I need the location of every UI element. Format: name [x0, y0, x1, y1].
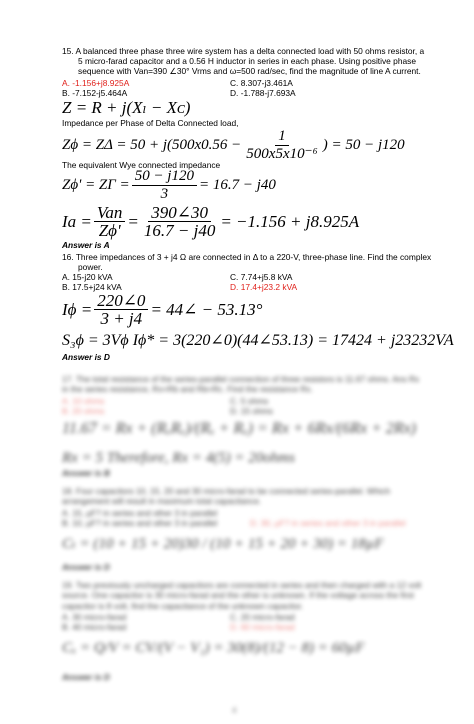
- q15-choice-d: D. -1.788-j7.693A: [230, 88, 296, 98]
- q16-eq1-denominator: 3 + j4: [100, 309, 143, 328]
- q17-text: 17. The total resistance of the series-parallel connection of three resistors is 11.67 ohms. Ans Rx in the series resistance, Rx=Rb and Rb=Rc. Find the resistance Rx.: [62, 374, 420, 395]
- q15-eq2-fraction: [243, 128, 320, 163]
- q16-text-line2: power.: [78, 262, 103, 272]
- q15-eq2-rhs: ) = 50 − j120: [322, 137, 405, 153]
- q15-eq3-fraction: [132, 168, 197, 203]
- q16-eq-phase-current: [62, 292, 262, 327]
- q17-choice-d: D. 15 ohms: [230, 406, 273, 416]
- q16-choice-c: C. 7.74+j5.8 kVA: [230, 272, 293, 282]
- q19-eq-unknown-capacitance: Cₓ = Q/V = CV/(V − V₁) = 30(8)/(12 − 8) = 60µF: [62, 640, 365, 656]
- q19-choice-c: C. 20 micro-farad: [230, 612, 295, 622]
- q15-text-line1: 15. A balanced three phase three wire system has a delta connected load with 50 ohms resistor, a: [62, 46, 425, 56]
- q15-eq4-equals: =: [127, 211, 139, 231]
- q15-eq4-denominator2: 16.7 − j40: [143, 221, 216, 240]
- q16-answer: Answer is D: [62, 352, 110, 362]
- q15-eq3-numerator: 50 − j120: [132, 168, 197, 186]
- q15-label-wye: The equivalent Wye connected impedance: [62, 160, 221, 170]
- q16-eq1-lhs: Iϕ =: [62, 299, 93, 319]
- q17-choice-a: A. 10 ohms: [62, 396, 105, 406]
- q19-choice-d: D. 60 micro-farad: [230, 622, 295, 632]
- q15-eq4-denominator1: Zϕ': [98, 221, 121, 240]
- q15-eq4-numerator2: 390∠30: [148, 204, 211, 222]
- q18-choice-d: D. 30, µF? in series and other 3 in parallel: [250, 518, 406, 528]
- q19-choice-b: B. 40 micro-farad: [62, 622, 127, 632]
- q15-eq4-rhs: = −1.156 + j8.925A: [220, 211, 360, 231]
- q17-answer: Answer is B: [62, 468, 110, 478]
- page-number: 4: [232, 706, 237, 715]
- q19-text: 19. Two previously uncharged capacitors are connected in series and then charged with a 12 volt source. One capacitor is 30 micro-farad and the other is unknown. If the voltage across the first capacitor is 8 volt, find the capacitance of the unknown capacitor.: [62, 580, 422, 611]
- q16-choice-b: B. 17.5+j24 kVA: [62, 282, 122, 292]
- q15-eq-line-current: [62, 204, 359, 239]
- q15-eq2-numerator: 1: [275, 128, 289, 146]
- q15-eq3-lhs: Zϕ' = ZΓ =: [62, 177, 130, 193]
- q15-text-line2: 5 micro-farad capacitor and a 0.56 H inductor in series in each phase. Using positive phase: [78, 56, 416, 66]
- q15-eq4-fraction2: [141, 204, 218, 239]
- q17-choice-b: B. 20 ohms: [62, 406, 105, 416]
- q15-choice-c: C. 8.307-j3.461A: [230, 78, 293, 88]
- q15-label-impedance: Impedance per Phase of Delta Connected load,: [62, 118, 239, 128]
- q17-eq-result: Rx = 5 Therefore, Rx = 4(5) = 20ohms: [62, 450, 295, 466]
- q18-answer: Answer is D: [62, 562, 110, 572]
- q15-eq4-numerator1: Van: [94, 204, 126, 222]
- q15-eq3-denominator: 3: [160, 186, 169, 202]
- q18-text: 18. Four capacitors 10, 15, 20 and 30 micro-farad to be connected series-parallel. Which arrangement will result in maximum total capacitance.: [62, 486, 391, 507]
- q18-choice-a: A. 15, µF? in series and other 3 in parallel: [62, 508, 218, 518]
- q15-answer: Answer is A: [62, 240, 110, 250]
- q15-eq-impedance: Z = R + j(Xₗ − Xᴄ): [62, 98, 191, 117]
- q15-eq-wye-impedance: [62, 168, 276, 203]
- q15-choice-b: B. -7.152-j5.464A: [62, 88, 128, 98]
- q16-choice-d: D. 17.4+j23.2 kVA: [230, 282, 298, 292]
- q16-choice-a: A. 15-j20 kVA: [62, 272, 113, 282]
- q15-eq2-lhs: Zϕ = ZΔ = 50 + j(500x0.56 −: [62, 137, 242, 153]
- q16-eq1-numerator: 220∠0: [94, 292, 148, 310]
- q17-eq-total-resistance: 11.67 = Rx + (RₓRₓ)/(Rₓ + Rₓ) = Rx + 6Rx/(6Rx + 2Rx): [62, 420, 417, 437]
- q15-text-line3: sequence with Van=390 ∠30° Vrms and ω=500 rad/sec, find the magnitude of line A current.: [78, 66, 421, 76]
- q15-eq4-lhs: Ia =: [62, 211, 92, 231]
- q18-eq-total-capacitance: Cₜ = (10 + 15 + 20)30 / (10 + 15 + 20 + 30) = 18µF: [62, 536, 384, 552]
- q16-eq1-fraction: [94, 292, 148, 327]
- q19-answer: Answer is D: [62, 672, 110, 682]
- q16-eq1-rhs: = 44∠ − 53.13°: [150, 299, 263, 319]
- q17-choice-c: C. 5 ohms: [230, 396, 269, 406]
- q16-text-line1: 16. Three impedances of 3 + j4 Ω are connected in Δ to a 220-V, three-phase line. Find the complex: [62, 252, 432, 262]
- q15-choice-a: A. -1.156+j8.925A: [62, 78, 130, 88]
- q16-eq-complex-power: S₃ϕ = 3Vϕ Iϕ* = 3(220∠0)(44∠53.13) = 17424 + j23232VA: [62, 332, 454, 349]
- q18-choice-b: B. 10, µF? in series and other 3 in parallel: [62, 518, 218, 528]
- q15-eq3-rhs: = 16.7 − j40: [198, 177, 276, 193]
- q15-eq-delta-impedance: [62, 128, 405, 163]
- q19-choice-a: A. 30 micro-farad: [62, 612, 127, 622]
- q15-eq4-fraction1: [94, 204, 126, 239]
- q15-eq2-denominator: 500x5x10⁻⁶: [246, 146, 318, 162]
